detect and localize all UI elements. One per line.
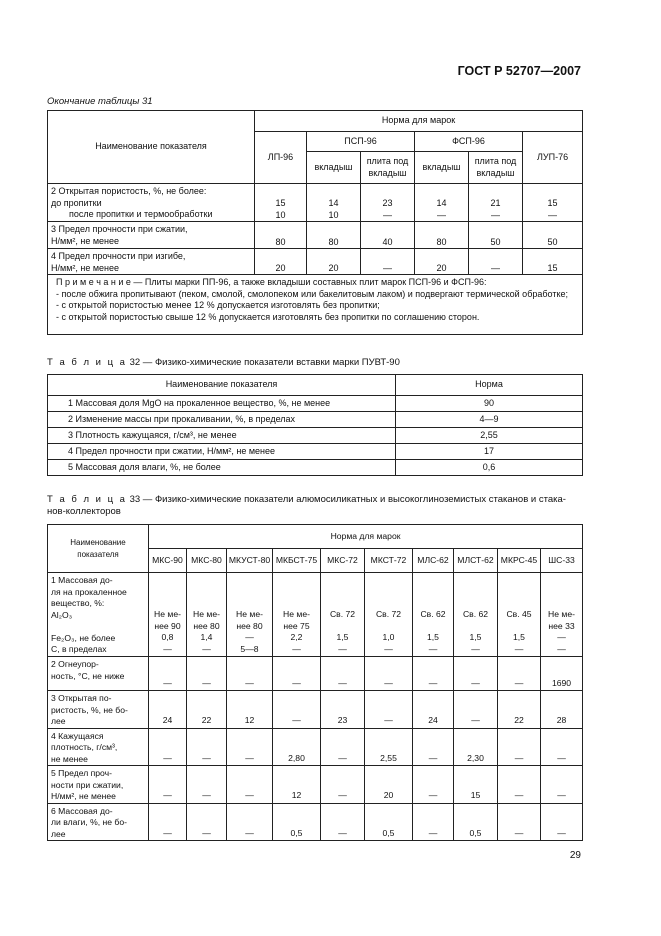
col-name-header: Наименование показателя bbox=[48, 525, 149, 573]
table-cell: — bbox=[187, 728, 227, 766]
table-cell: 23 bbox=[321, 691, 365, 729]
table-cell: — bbox=[227, 803, 273, 841]
table-row bbox=[48, 691, 583, 729]
row-label: 2 Огнеупор- ность, °С, не ниже bbox=[48, 657, 149, 691]
table-cell: — bbox=[454, 657, 498, 691]
table-row bbox=[48, 728, 583, 766]
mark-header: МКУСТ-80 bbox=[227, 549, 273, 573]
group-header: Норма для марок bbox=[149, 525, 583, 549]
table-cell: — bbox=[321, 803, 365, 841]
row-label: 4 Предел прочности при изгибе, Н/мм², не менее bbox=[48, 249, 255, 275]
table-cell: 15 bbox=[454, 766, 498, 804]
table-cell: — bbox=[413, 728, 454, 766]
mark-lup76: ЛУП-76 bbox=[523, 132, 583, 184]
table-33-caption: Т а б л и ц а 33 — Физико-химические показатели алюмосиликатных и высокоглиноземистых стаканов и стака- нов-коллекторов bbox=[47, 494, 566, 517]
table-row: 5 Массовая доля влаги, %, не более 0,6 bbox=[48, 460, 583, 476]
table-cell: Св. 45 1,5 — bbox=[498, 573, 541, 657]
table-cell: 24 bbox=[149, 691, 187, 729]
table-cell: Св. 72 1,5 — bbox=[321, 573, 365, 657]
document-header: ГОСТ Р 52707—2007 bbox=[457, 64, 581, 78]
table-cell: — bbox=[498, 657, 541, 691]
table-cell: — bbox=[227, 657, 273, 691]
mark-header: МКРС-45 bbox=[498, 549, 541, 573]
table-row bbox=[48, 573, 583, 657]
mark-header: МКС-90 bbox=[149, 549, 187, 573]
row-label: 1 Массовая до- ля на прокаленное вещество, %: Al₂O₃ Fe₂O₃, не более C, в пределах bbox=[48, 573, 149, 657]
table-cell: 0,5 bbox=[273, 803, 321, 841]
table-cell: 0,5 bbox=[454, 803, 498, 841]
table-cell: — bbox=[273, 657, 321, 691]
mark-header: МЛС-62 bbox=[413, 549, 454, 573]
col-name-header: Наименование показателя bbox=[48, 375, 396, 396]
table-cell: — bbox=[413, 766, 454, 804]
table-cell: — bbox=[541, 766, 583, 804]
mark-header: МКС-80 bbox=[187, 549, 227, 573]
row-label: 4 Кажущаяся плотность, г/см³, не менее bbox=[48, 728, 149, 766]
table-cell: Св. 62 1,5 — bbox=[454, 573, 498, 657]
table-cell: 2,55 bbox=[365, 728, 413, 766]
row-label: 2 Открытая пористость, %, не более: до пропитки после пропитки и термообработки bbox=[48, 184, 255, 222]
table-31 bbox=[47, 110, 583, 335]
table-row: 3 Предел прочности при сжатии, Н/мм², не менее 80 80 40 80 50 50 bbox=[48, 222, 583, 249]
table-cell: Не ме- нее 90 0,8 — bbox=[149, 573, 187, 657]
table-row: 4 Предел прочности при изгибе, Н/мм², не менее 20 20 — 20 — 15 bbox=[48, 249, 583, 275]
table-row: 4 Предел прочности при сжатии, Н/мм², не менее 17 bbox=[48, 444, 583, 460]
mark-psp96: ПСП-96 bbox=[307, 132, 415, 152]
mark-header: МКС-72 bbox=[321, 549, 365, 573]
table-row: 2 Открытая пористость, %, не более: до пропитки после пропитки и термообработки 15 10 14 10 23 — 14 — 21 — 15 — bbox=[48, 184, 583, 222]
table-cell: — bbox=[321, 657, 365, 691]
table-cell: — bbox=[365, 691, 413, 729]
table-cell: — bbox=[365, 657, 413, 691]
table-cell: — bbox=[321, 766, 365, 804]
table-cell: 2,80 bbox=[273, 728, 321, 766]
table-row bbox=[48, 766, 583, 804]
mark-header: МКСТ-72 bbox=[365, 549, 413, 573]
table-row: 2 Изменение массы при прокаливании, %, в пределах 4—9 bbox=[48, 412, 583, 428]
table-cell: — bbox=[187, 803, 227, 841]
table-cell: — bbox=[321, 728, 365, 766]
table-cell: — bbox=[149, 657, 187, 691]
table-cell: — bbox=[149, 766, 187, 804]
table-cell: — bbox=[187, 766, 227, 804]
page-number: 29 bbox=[569, 850, 581, 861]
sub-vkl: вкладыш bbox=[307, 152, 361, 184]
table-cell: — bbox=[541, 803, 583, 841]
table-row: 3 Плотность кажущаяся, г/см³, не менее 2,55 bbox=[48, 428, 583, 444]
mark-header: ШС-33 bbox=[541, 549, 583, 573]
table-cell: 28 bbox=[541, 691, 583, 729]
table-row bbox=[48, 657, 583, 691]
table-cell: Св. 72 1,0 — bbox=[365, 573, 413, 657]
table-33 bbox=[47, 524, 583, 841]
table-row bbox=[48, 803, 583, 841]
table-cell: 1690 bbox=[541, 657, 583, 691]
col-name-header: Наименование показателя bbox=[48, 111, 255, 184]
table-cell: Св. 62 1,5 — bbox=[413, 573, 454, 657]
table-cell: — bbox=[149, 803, 187, 841]
table-cell: — bbox=[187, 657, 227, 691]
table-cell: 22 bbox=[498, 691, 541, 729]
table-cell: — bbox=[498, 728, 541, 766]
table-cell: — bbox=[454, 691, 498, 729]
table-cell: — bbox=[227, 728, 273, 766]
table-cell: 22 bbox=[187, 691, 227, 729]
table-cell: 0,5 bbox=[365, 803, 413, 841]
sub-plita: плита под вкладыш bbox=[469, 152, 523, 184]
row-label: 6 Массовая до- ли влаги, %, не бо- лее bbox=[48, 803, 149, 841]
mark-header: МКБСТ-75 bbox=[273, 549, 321, 573]
table-cell: Не ме- нее 33 — — bbox=[541, 573, 583, 657]
table-32 bbox=[47, 374, 583, 476]
table-cell: — bbox=[273, 691, 321, 729]
table-cell: 12 bbox=[273, 766, 321, 804]
table-note: П р и м е ч а н и е — Плиты марки ПП-96, а также вкладыши составных плит марок ПСП-96 и ФСП-96: - после обжига пропитывают (пеком, смолой, смолопеком или бакелитовым лаком) и подвергают термической обработке; - с открытой пористостью менее 12 % допускается изготовлять без пропитки; - с открытой пористостью свыше 12 % допускается изготовлять без пропитки по соглашению сторон. bbox=[48, 275, 583, 335]
mark-lp96: ЛП-96 bbox=[255, 132, 307, 184]
table-cell: — bbox=[413, 657, 454, 691]
table-cell: 20 bbox=[365, 766, 413, 804]
table-cell: 12 bbox=[227, 691, 273, 729]
table-cell: — bbox=[413, 803, 454, 841]
col-norm-header: Норма bbox=[396, 375, 583, 396]
table-cell: Не ме- нее 80 1,4 — bbox=[187, 573, 227, 657]
table-cell: — bbox=[149, 728, 187, 766]
table-cell: 24 bbox=[413, 691, 454, 729]
table-cell: — bbox=[498, 803, 541, 841]
table-cell: — bbox=[227, 766, 273, 804]
sub-vkl: вкладыш bbox=[415, 152, 469, 184]
row-label: 3 Предел прочности при сжатии, Н/мм², не менее bbox=[48, 222, 255, 249]
table-32-caption: Т а б л и ц а 32 — Физико-химические показатели вставки марки ПУВТ-90 bbox=[47, 357, 400, 368]
table-cell: — bbox=[541, 728, 583, 766]
table-cell: 2,30 bbox=[454, 728, 498, 766]
table-31-caption: Окончание таблицы 31 bbox=[47, 96, 153, 107]
group-header: Норма для марок bbox=[255, 111, 583, 132]
mark-header: МЛСТ-62 bbox=[454, 549, 498, 573]
table-cell: Не ме- нее 80 — 5—8 bbox=[227, 573, 273, 657]
row-label: 5 Предел проч- ности при сжатии, Н/мм², не менее bbox=[48, 766, 149, 804]
table-cell: — bbox=[498, 766, 541, 804]
sub-plita: плита под вкладыш bbox=[361, 152, 415, 184]
row-label: 3 Открытая по- ристость, %, не бо- лее bbox=[48, 691, 149, 729]
table-cell: Не ме- нее 75 2,2 — bbox=[273, 573, 321, 657]
mark-fsp96: ФСП-96 bbox=[415, 132, 523, 152]
table-row: 1 Массовая доля MgO на прокаленное вещество, %, не менее 90 bbox=[48, 396, 583, 412]
